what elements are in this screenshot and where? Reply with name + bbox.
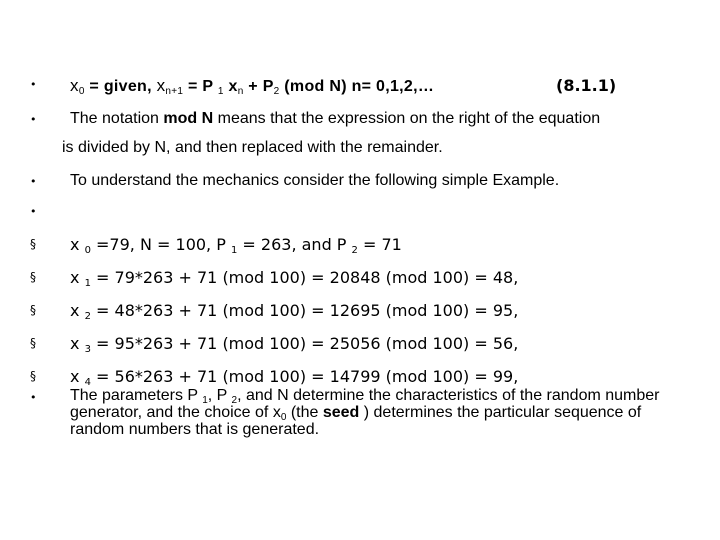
equation-number: (8.1.1) <box>556 76 617 95</box>
bullet-square: § <box>30 336 36 350</box>
bullet-square: § <box>30 303 36 317</box>
example-text: x $_1$ = 79*263 + 71 (mod 100) = 20848 (mod 100) = 48, <box>70 268 519 289</box>
equation-text: $x_0$ = given, $x_{n+1} = P$ $_1$ $x_n + P_2$ (mod N) n= 0,1,2,… <box>70 76 435 97</box>
bullet-square: § <box>30 369 36 383</box>
mechanics-text: To understand the mechanics consider the following simple Example. <box>70 172 560 189</box>
example-text: x $_2$ = 48*263 + 71 (mod 100) = 12695 (mod 100) = 95, <box>70 301 519 322</box>
notation-continuation: is divided by N, and then replaced with the remainder. <box>62 139 443 156</box>
example-text: x $_4$ = 56*263 + 71 (mod 100) = 14799 (mod 100) = 99, <box>70 367 519 388</box>
parameters-text: The parameters P $_1$, P $_2$, and N determine the characteristics of the random number generator, and the choice of $x_0$ (the seed ) determines the particular sequence of random numbers that is generated. <box>70 387 660 438</box>
bullet-square: § <box>30 270 36 284</box>
bullet-dot: • <box>30 78 37 91</box>
example-text: x $_0$ =79, N = 100, P $_1$ = 263, and P $_2$ = 71 <box>70 235 402 256</box>
bullet-dot: • <box>30 113 37 126</box>
bullet-dot: • <box>30 391 37 404</box>
bullet-square: § <box>30 237 36 251</box>
notation-text: The notation mod N means that the expression on the right of the equation <box>70 110 601 127</box>
bullet-dot: • <box>30 175 37 188</box>
example-text: x $_3$ = 95*263 + 71 (mod 100) = 25056 (mod 100) = 56, <box>70 334 519 355</box>
bullet-dot: • <box>30 205 37 218</box>
